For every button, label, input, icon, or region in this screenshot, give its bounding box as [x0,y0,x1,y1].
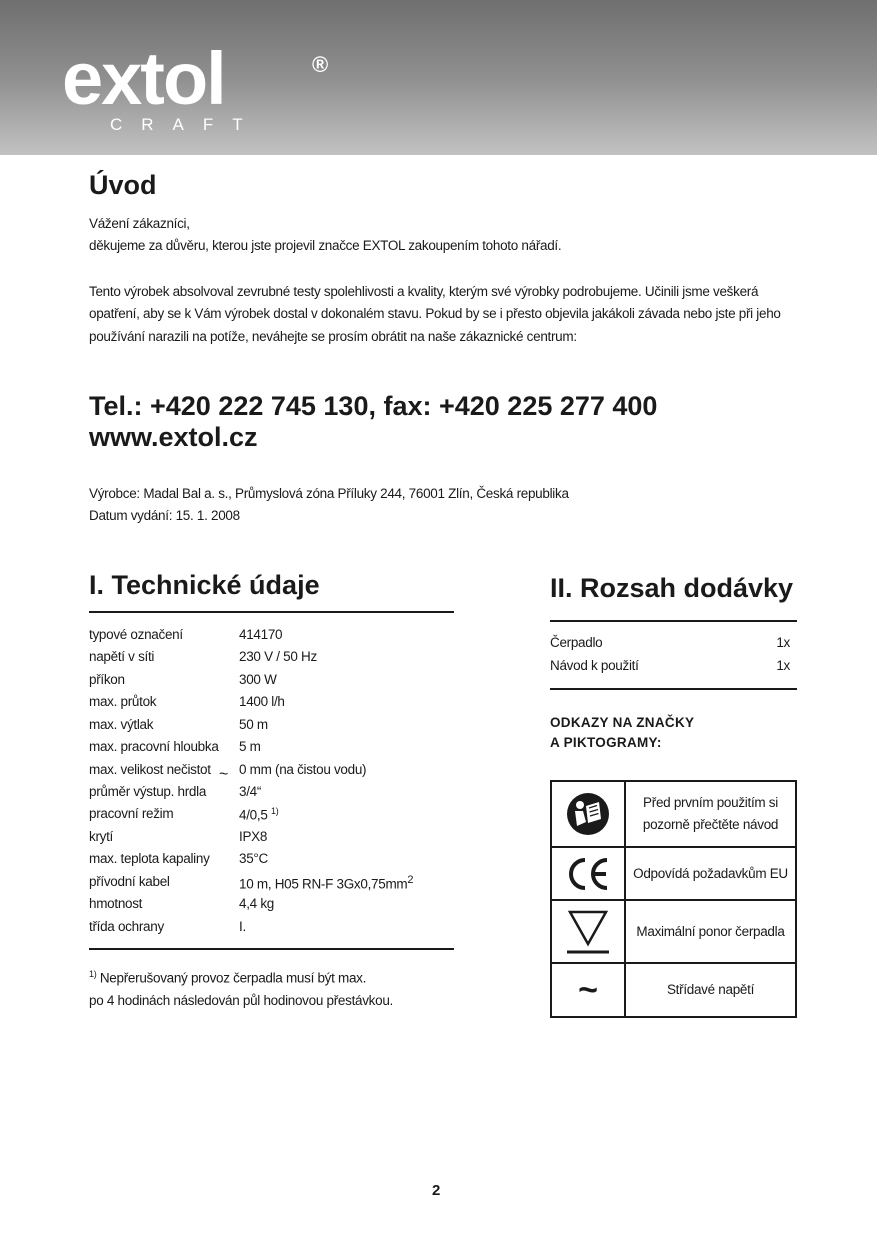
spec-row [89,627,459,650]
tech-top-rule [89,611,454,613]
delivery-item-name: Čerpadlo [550,635,603,650]
header-band [0,0,877,155]
read-manual-icon [566,792,610,836]
spec-label: typové označení [89,627,183,642]
extol-craft-logo [62,42,352,142]
spec-value: 50 m [239,717,268,732]
spec-row [89,919,459,942]
spec-row [89,874,459,897]
spec-value: 414170 [239,627,283,642]
footnote-mark: 1) [89,969,97,979]
svg-text:extol: extol [62,42,225,120]
delivery-item [550,658,790,681]
delivery-item-qty: 1x [776,635,790,650]
intro-greeting: Vážení zákazníci, [89,216,190,231]
pictogram-table [550,780,797,1018]
issue-date: Datum vydání: 15. 1. 2008 [89,508,240,523]
footnote-line-1: Nepřerušovaný provoz čerpadla musí být max. [99,970,367,986]
spec-label: max. průtok [89,694,157,709]
intro-title: Úvod [89,170,157,200]
spec-row [89,762,459,785]
spec-row [89,829,459,852]
spec-row [89,694,459,717]
tech-title: I. Technické údaje [89,570,320,600]
contact-block [89,391,657,453]
spec-row [89,739,459,762]
spec-label: max. teplota kapaliny [89,851,210,866]
spec-label: max. pracovní hloubka [89,739,219,754]
spec-value: I. [239,919,246,934]
spec-label: napětí v síti [89,649,155,664]
pictogram-row [552,782,795,848]
pictogram-row [552,901,795,964]
max-depth-icon [563,907,613,957]
spec-value: 1400 l/h [239,694,285,709]
spec-value: 4,4 kg [239,896,274,911]
svg-text:CRAFT: CRAFT [110,115,262,134]
spec-row [89,672,459,695]
svg-text:®: ® [312,52,329,77]
spec-row [89,784,459,807]
spec-value: 0 mm (na čistou vodu) [239,762,367,777]
spec-value: 230 V / 50 Hz [239,649,317,664]
spec-value: IPX8 [239,829,268,844]
delivery-item-qty: 1x [776,658,790,673]
website-link[interactable]: www.extol.cz [89,422,258,452]
spec-value: 4/0,5 $^{1)}$ [239,806,279,823]
delivery-bottom-rule [550,688,797,690]
spec-label: hmotnost [89,896,143,911]
superscript-2: 2 [407,874,414,886]
spec-label: max. velikost nečistot [89,762,211,777]
pictogram-row [552,848,795,901]
pictogram-text: pozorně přečtěte návod [642,817,779,832]
pictogram-text: Odpovídá požadavkům EU [633,865,788,881]
approx-tilde: ~ [219,766,229,783]
spec-value: 3/4“ [239,784,262,799]
footnote-line-2: po 4 hodinách následován půl hodinovou přestávkou. [89,992,393,1008]
intro-para-line-1: Tento výrobek absolvoval zevrubné testy spolehlivosti a kvality, kterým své výrobky podrobujeme. Učinili jsme veškerá [89,284,759,299]
delivery-title: II. Rozsah dodávky [550,573,794,603]
spec-row [89,851,459,874]
phone-fax-line: Tel.: +420 222 745 130, fax: +420 225 277 400 [89,391,658,421]
ce-mark-icon [565,856,611,892]
pictograms-heading: ODKAZY NA ZNAČKY A PIKTOGRAMY: [550,715,695,750]
pictogram-row [552,964,795,1016]
spec-label: průměr výstup. hrdla [89,784,207,799]
intro-para-line-2: opatření, aby se k Vám výrobek dostal v dokonalém stavu. Pokud by se i přesto objevila jakákoli závada nebo jste při jeho [89,306,781,321]
page-number: 2 [432,1182,441,1199]
pictogram-text: Střídavé napětí [666,982,755,997]
spec-row [89,806,459,829]
pictogram-text: Před prvním použitím si [643,795,778,810]
spec-row [89,896,459,919]
spec-value: 300 W [239,672,277,687]
manufacturer-line: Výrobce: Madal Bal a. s., Průmyslová zóna Příluky 244, 76001 Zlín, Česká republika [89,486,569,501]
spec-label: příkon [89,672,125,687]
spec-row [89,717,459,740]
footnote [89,963,393,1012]
delivery-top-rule [550,620,797,622]
spec-value: 10 m, H05 RN-F $3Gx0,75mm^2$ [239,874,414,892]
spec-label: krytí [89,829,113,844]
spec-value: 35°C [239,851,268,866]
alternating-current-icon: ~ [578,971,598,1009]
spec-label: přívodní kabel [89,874,170,889]
delivery-item [550,635,790,658]
intro-thanks: děkujeme za důvěru, kterou jste projevil značce EXTOL zakoupením tohoto nářadí. [89,238,562,253]
delivery-item-name: Návod k použití [550,658,639,673]
pictogram-text: Maximální ponor čerpadla [636,923,785,939]
spec-label: max. výtlak [89,717,154,732]
spec-row [89,649,459,672]
spec-value: 5 m [239,739,261,754]
intro-para-line-3: používání narazili na potíže, neváhejte se prosím obrátit na naše zákaznické centrum: [89,329,577,344]
footnote-ref: 1) [270,806,279,816]
spec-label: třída ochrany [89,919,164,934]
tech-bottom-rule [89,948,454,950]
spec-label: pracovní režim [89,806,174,821]
